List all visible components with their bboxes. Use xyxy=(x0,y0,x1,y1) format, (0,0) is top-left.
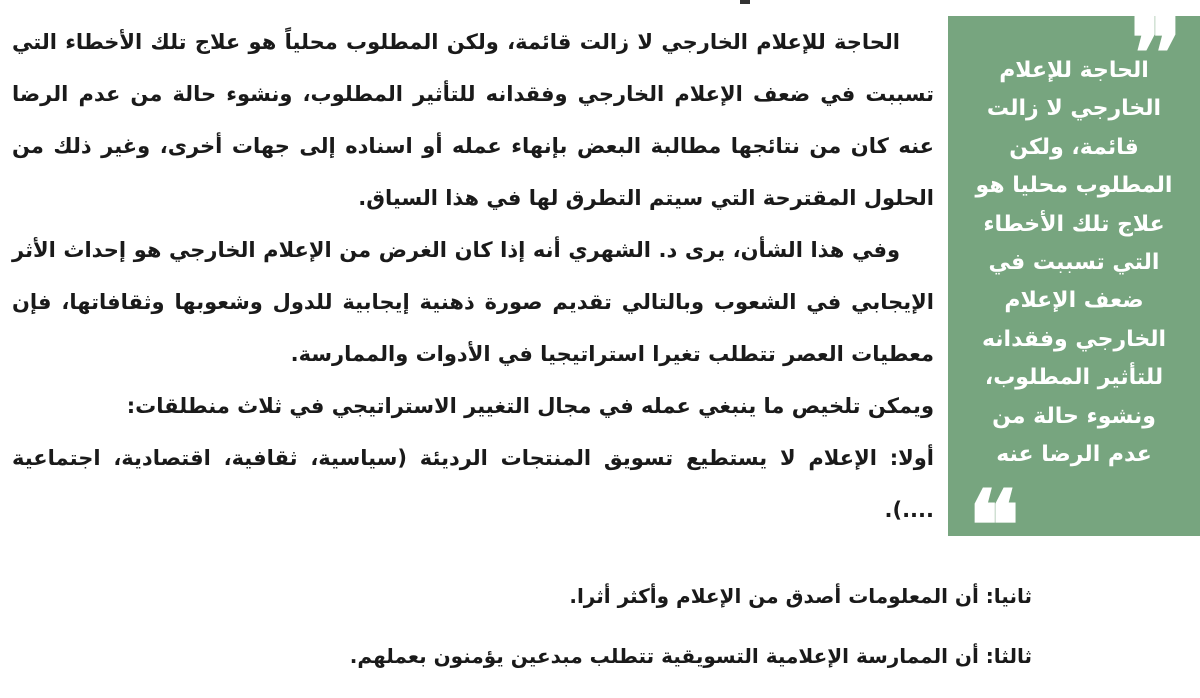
article-point-3: ثالثا: أن الممارسة الإعلامية التسويقية تتطلب مبدعين يؤمنون بعملهم. xyxy=(349,644,1032,668)
open-quote-icon: ❞ xyxy=(1130,0,1182,110)
page-top-mark xyxy=(740,0,750,4)
pull-quote-line: ضعف الإعلام xyxy=(1004,288,1144,314)
article-point-1: أولا: الإعلام لا يستطيع تسويق المنتجات الرديئة (سياسية، ثقافية، اقتصادية، اجتماعية ....). xyxy=(12,446,934,522)
pull-quote-line: الخارجي لا زالت xyxy=(986,96,1162,122)
article-paragraph-3: ويمكن تلخيص ما ينبغي عمله في مجال التغيير الاستراتيجي في ثلاث منطلقات: xyxy=(126,394,934,418)
article-body xyxy=(12,16,934,536)
pull-quote-box xyxy=(948,0,1200,582)
pull-quote-line: التي تسببت في xyxy=(988,250,1160,276)
pull-quote-line: الخارجي وفقدانه xyxy=(981,326,1167,352)
pull-quote-line: قائمة، ولكن xyxy=(1009,134,1139,160)
article-points-continued xyxy=(12,566,1032,686)
pull-quote-line: عدم الرضا عنه xyxy=(996,442,1152,468)
pull-quote-text xyxy=(962,52,1186,474)
article-point-2: ثانيا: أن المعلومات أصدق من الإعلام وأكثر أثرا. xyxy=(569,584,1032,608)
article-paragraph-2: وفي هذا الشأن، يرى د. الشهري أنه إذا كان الغرض من الإعلام الخارجي هو إحداث الأثر الإيجابي في الشعوب وبالتالي تقديم صورة ذهنية إيجابية للدول وشعوبها وثقافاتها، فإن معطيات العصر تتطلب تغيرا استراتيجيا في الأدوات والممارسة. xyxy=(12,238,934,366)
pull-quote-line: علاج تلك الأخطاء xyxy=(983,211,1165,237)
pull-quote-line: الحاجة للإعلام xyxy=(999,58,1149,83)
close-quote-icon: ❝ xyxy=(968,469,1020,582)
article-paragraph-1: الحاجة للإعلام الخارجي لا زالت قائمة، ولكن المطلوب محلياً هو علاج تلك الأخطاء التي تسببت في ضعف الإعلام الخارجي وفقدانه للتأثير المطلوب، ونشوء حالة من عدم الرضا عنه كان من نتائجها مطالبة البعض بإنهاء عمله أو اسناده إلى جهات أخرى، وغير ذلك من الحلول المقترحة التي سيتم التطرق لها في هذا السياق. xyxy=(12,30,934,210)
pull-quote-line: ونشوء حالة من xyxy=(992,403,1156,429)
pull-quote-line: المطلوب محليا هو xyxy=(975,173,1173,199)
pull-quote-line: للتأثير المطلوب، xyxy=(984,365,1164,391)
